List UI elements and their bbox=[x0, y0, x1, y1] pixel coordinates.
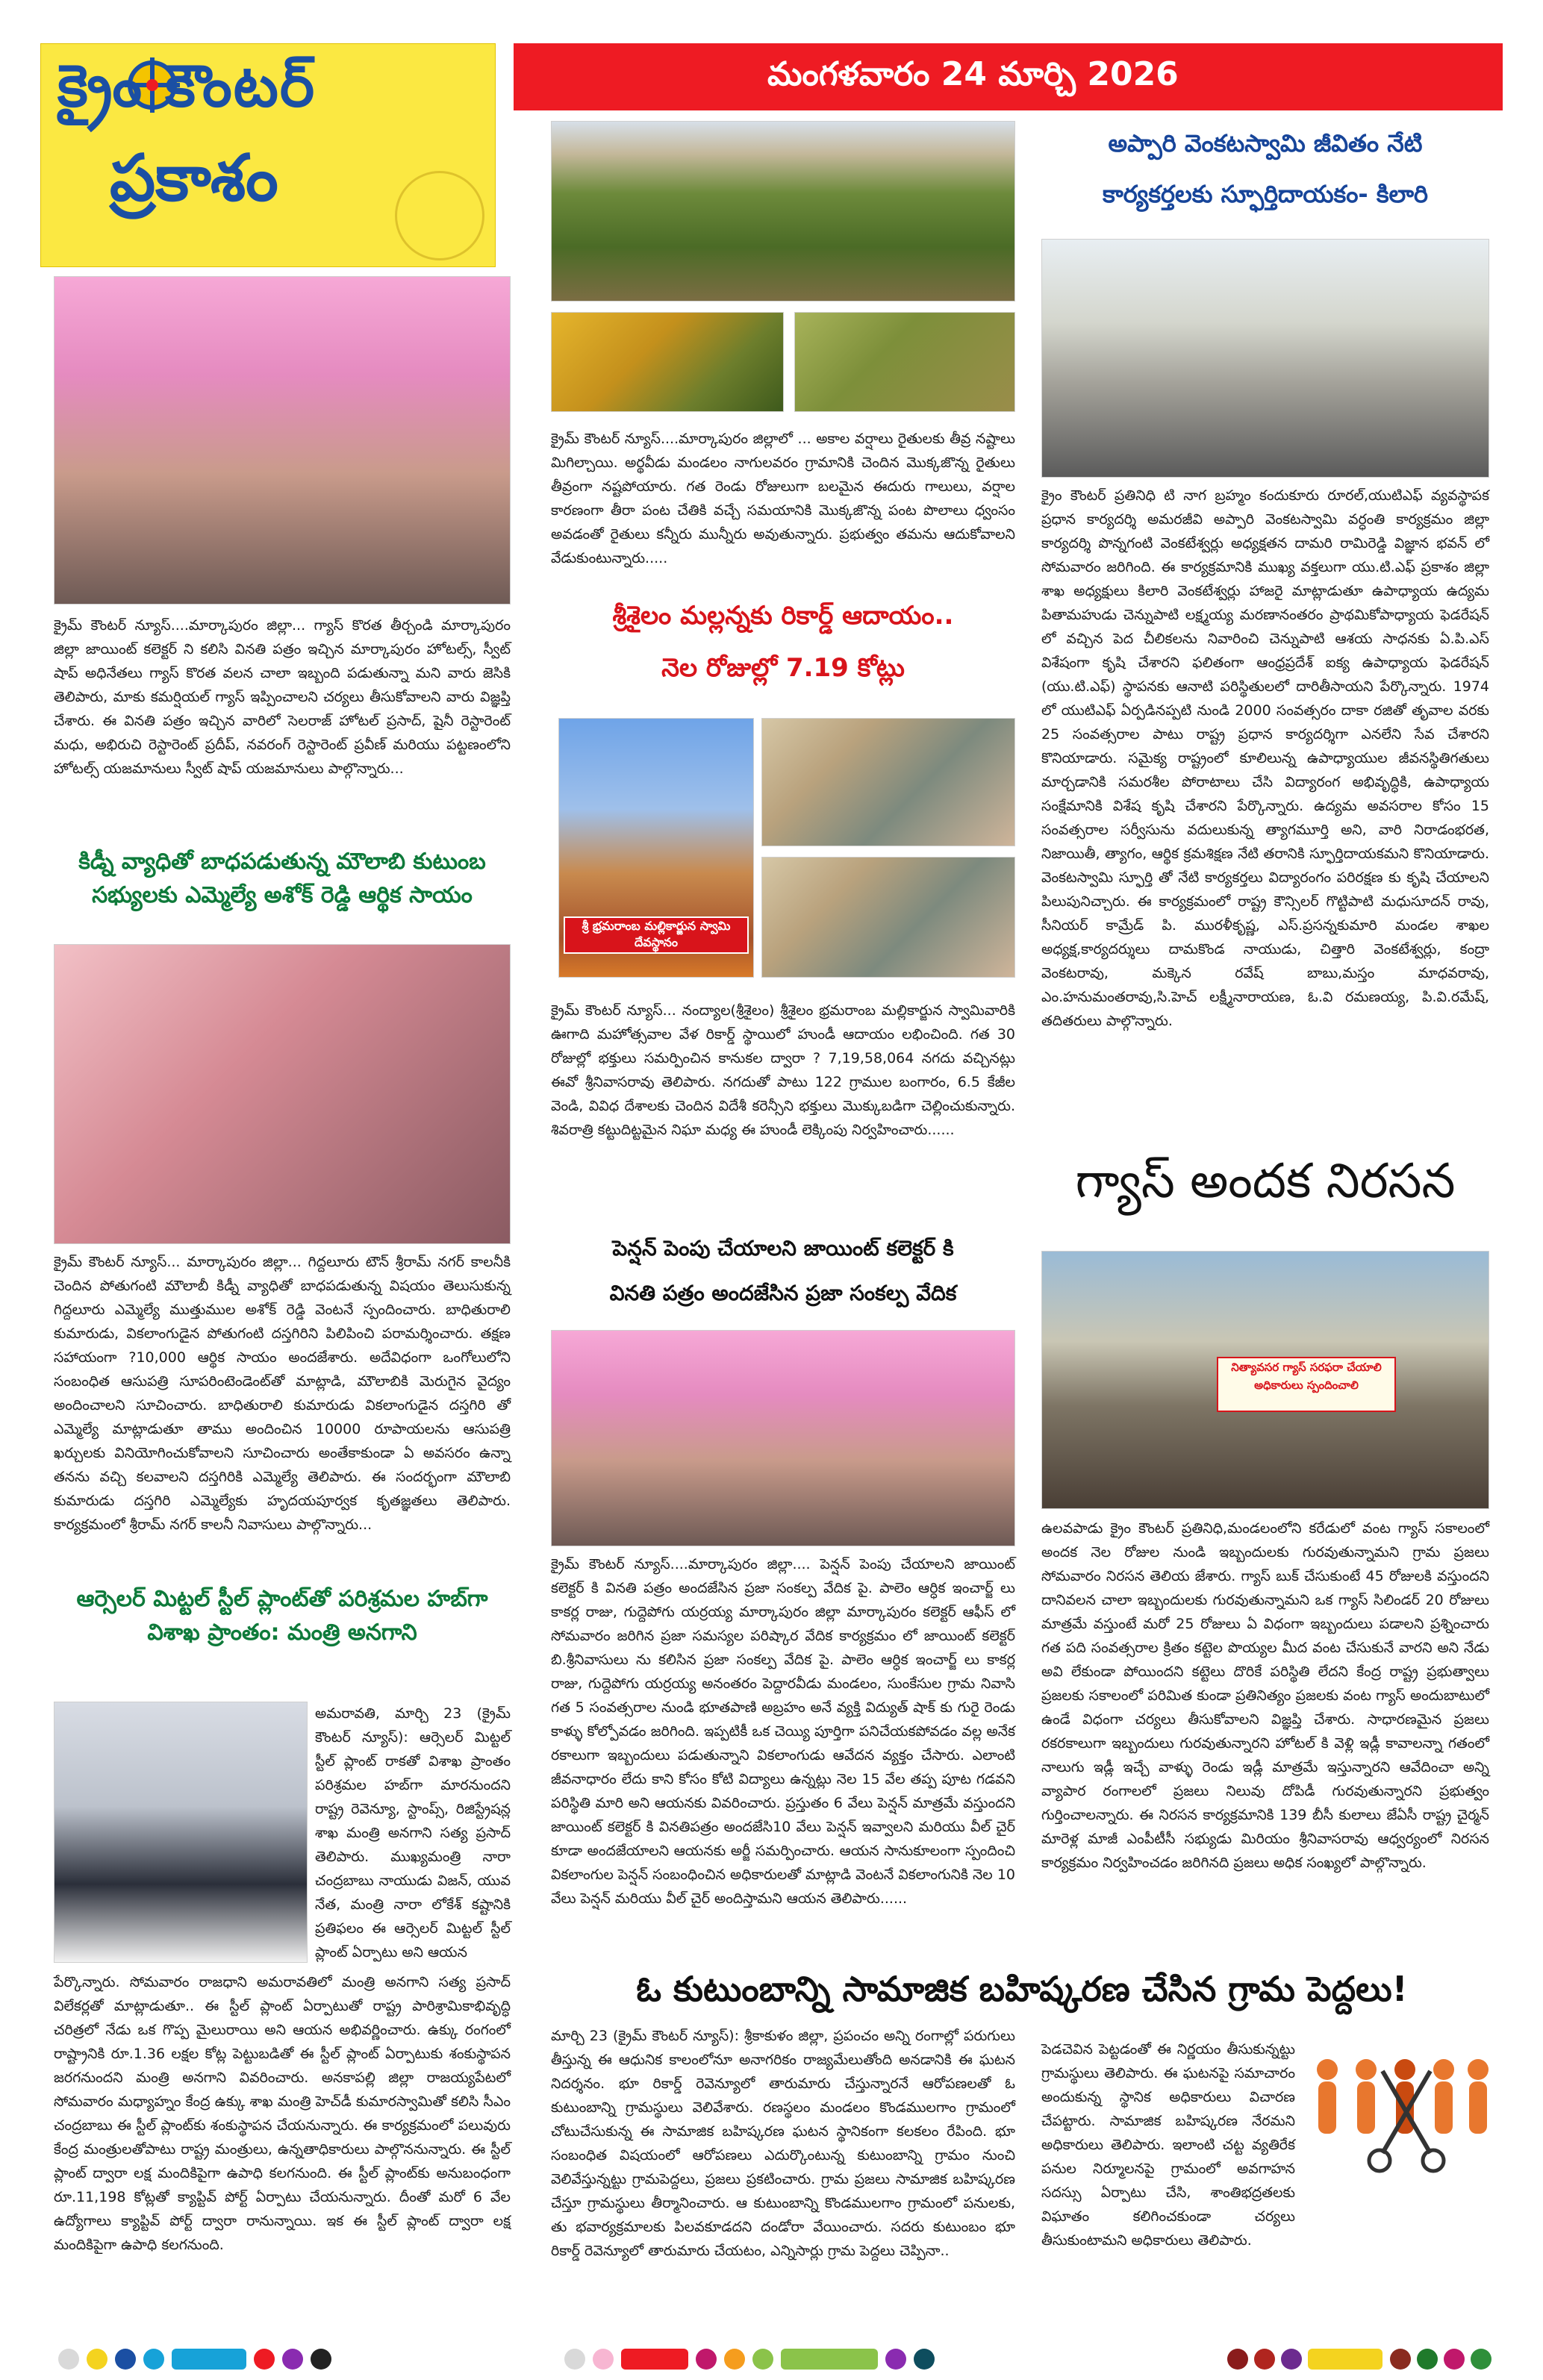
story-crop-loss-text: క్రైమ్ కౌంటర్ న్యూస్....మార్కాపురం జిల్లాలో ... అకాల వర్షాలు రైతులకు తీవ్ర నష్టాలు మిగిల్చాయి. అర్థవీడు మండలం నాగులవరం గ్రామానికి చెందిన మొక్కజొన్న రైతులు తీవ్రంగా నష్టపోయారు. గత రెండు రోజులుగా బలమైన ఈదురు గాలులు, వర్షాల కారణంగా తీరా పంట చేతికి వచ్చే సమయానికి మొక్కజొన్న పంట పొలాలు ధ్వంసం అవడంతో రైతులు కన్నీరు మున్నీరు అవుతున్నారు. ప్రభుత్వం తమను ఆదుకోవాలని వేడుకుంటున్నారు..... bbox=[551, 431, 1015, 566]
story-steel-plant-side: అమరావతి, మార్చి 23 (క్రైమ్ కౌంటర్ న్యూస్): ఆర్సెలర్ మిట్టల్ స్టీల్ ప్లాంట్ రాకతో విశాఖ ప్రాంతం పరిశ్రమల హబ్‌గా మారనుందని రాష్ట్ర రెవెన్యూ, స్టాంప్స్, రిజిస్ట్రేషన్ల శాఖ మంత్రి అనగాని సత్య ప్రసాద్ తెలిపారు. ముఖ్యమంత్రి నారా చంద్రబాబు నాయుడు విజన్, యువ నేత, మంత్రి నారా లోకేశ్ కష్టానికి ప్రతిఫలం ఈ ఆర్సెలర్ మిట్టల్ స్టీల్ ప్లాంట్ ఏర్పాటు అని ఆయన bbox=[315, 1705, 511, 1961]
photo-maize-field bbox=[551, 121, 1015, 302]
masthead-logo bbox=[40, 43, 496, 267]
photo-mla-aid bbox=[54, 944, 511, 1244]
headline-venkataswamy-l1: అప్పారి వెంకటస్వామి జీవితం నేటి bbox=[1108, 129, 1423, 157]
story-steel-plant-text: పేర్కొన్నారు. సోమవారం రాజధాని అమరావతిలో మంత్రి అనగాని సత్య ప్రసాద్ విలేకర్లతో మాట్లాడుతూ.. ఈ స్టీల్ ప్లాంట్ ఏర్పాటుతో రాష్ట్ర పారిశ్రామికాభివృద్ధి చరిత్రలో నేడు ఒక గొప్ప మైలురాయి అని ఆయన అభివర్ణించారు. ఉక్కు రంగంలో రాష్ట్రానికి రూ.1.36 లక్షల కోట్ల పెట్టుబడితో ఈ స్టీల్ ప్లాంట్ ఏర్పాటుకు శంకుస్థాపన జరగనుందని మంత్రి అనగాని వివరించారు. అనకాపల్లి జిల్లా రాజయ్యపేటలో సోమవారం మధ్యాహ్నం కేంద్ర ఉక్కు శాఖ మంత్రి హెచ్‌డీ కుమారస్వామితో కలిసి సీఎం చంద్రబాబు ఈ స్టీల్ ప్లాంట్‌కు శంకుస్థాపన చేయనున్నారు. ఈ కార్యక్రమంలో పలువురు కేంద్ర మంత్రులతోపాటు రాష్ట్ర మంత్రులు, ఉన్నతాధికారులు పాల్గొననున్నారు. ఈ స్టీల్ ప్లాంట్ ద్వారా లక్ష మందికిపైగా ఉపాధి కలగనుంది. ఈ స్టీల్ ప్లాంట్‌కు అనుబంధంగా రూ.11,198 కోట్లతో క్యాప్టివ్ పోర్ట్ ఏర్పాటు చేయనున్నారు. దీంతో మరో 6 వేల ఉద్యోగాలు క్యాప్టివ్ పోర్ట్ ద్వారా రానున్నాయి. ఇక ఈ స్టీల్ ప్లాంట్ ద్వారా లక్ష మందికిపైగా ఉపాధి కలగనుంది. bbox=[54, 1974, 511, 2253]
headline-kidney-aid: కిడ్నీ వ్యాధితో బాధపడుతున్న మౌలాబి కుటుంబ సభ్యులకు ఎమ్మెల్యే అశోక్ రెడ్డి ఆర్థిక సాయం bbox=[78, 849, 486, 908]
story-gas-shortage-text: క్రైమ్ కౌంటర్ న్యూస్....మార్కాపురం జిల్లా... గ్యాస్ కొరత తీర్చండి మార్కాపురం జిల్లా జాయింట్ కలెక్టర్ ని కలిసి వినతి పత్రం ఇచ్చిన మార్కాపురం హోటల్స్, స్వీట్ షాప్ అధినేతలు గ్యాస్ కొరత వలన చాలా ఇబ్బంది పడుతున్నా మని వారు జెసికి తెలిపారు, మాకు కమర్షియల్ గ్యాస్ ఇప్పించాలని చర్యలు తీసుకోవాలని వారు విజ్ఞప్తి చేశారు. ఈ వినతి పత్రం ఇచ్చిన వారిలో సెలరాజ్ హోటల్ ప్రసాద్, షైనీ రెస్టారెంట్ మధు, అభిరుచి రెస్టారెంట్ ప్రదీప్, నవరంగ్ రెస్టారెంట్ ప్రవీణ్ మరియు పట్టణంలోని హోటల్స్ యజమానులు స్వీట్ షాప్ యజమానులు పాల్గొన్నారు... bbox=[54, 617, 511, 777]
date-bar bbox=[514, 43, 1503, 110]
photo-hundi-counting-2 bbox=[761, 857, 1015, 978]
photo-hotel-owners-petition bbox=[54, 276, 511, 605]
issue-date: మంగళవారం 24 మార్చి 2026 bbox=[767, 55, 1179, 93]
photo-minister-portrait bbox=[54, 1702, 308, 1963]
story-social-boycott-text: మార్చి 23 (క్రైమ్ కౌంటర్ న్యూస్): శ్రీకాకుళం జిల్లా, ప్రపంచం అన్ని రంగాల్లో పరుగులు తీస్తున్న ఈ ఆధునిక కాలంలోనూ అనాగరికం రాజ్యమేలుతోంది అనడానికి ఈ ఘటన నిదర్శనం. భూ రికార్డ్ రెవెన్యూలో తారుమారు చేస్తున్నారనే ఆరోపణలతో ఓ కుటుంబాన్ని గ్రామస్థులు వెలివేశారు. రణస్థలం మండలం కొండములగాం గ్రామంలో చోటుచేసుకున్న ఈ సామాజిక బహిష్కరణ ఘటన స్థానికంగా కలకలం రేపింది. భూ సంబంధిత విషయంలో ఆరోపణలు ఎదుర్కొంటున్న కుటుంబాన్ని గ్రామం నుంచి వెలివేస్తున్నట్టు గ్రామపెద్దలు, ప్రజలు ప్రకటించారు. గ్రామ ప్రజలు సామాజిక బహిష్కరణ చేస్తూ గ్రామస్థులు తీర్మానించారు. ఆ కుటుంబాన్ని కొండములగాం గ్రామంలో పనులకు, తు భవార్యక్రమాలకు పిలవకూడదని దండోరా వేయించారు. సదరు కుటుంబం భూ రికార్డ్ రెవెన్యూలో తారుమారు చేయటం, ఎన్నిసార్లు గ్రామ పెద్దలు చెప్పినా.. bbox=[551, 2028, 1015, 2259]
boycott-illustration-icon bbox=[1305, 2041, 1493, 2190]
headline-pension-l1: పెన్షన్ పెంపు చేయాలని జాయింట్ కలెక్టర్ కి bbox=[612, 1236, 954, 1261]
footer-color-strip-center bbox=[564, 2349, 960, 2371]
headline-social-boycott: ఓ కుటుంబాన్ని సామాజిక బహిష్కరణ చేసిన గ్రామ పెద్దలు! bbox=[636, 1969, 1408, 2009]
protest-banner bbox=[1217, 1357, 1396, 1412]
headline-venkataswamy-l2: కార్యకర్తలకు స్ఫూర్తిదాయకం- కిలారి bbox=[1102, 180, 1429, 208]
headline-gas-protest: గ్యాస్ అందక నిరసన bbox=[1075, 1154, 1456, 1209]
headline-steel-plant: ఆర్సెలర్ మిట్టల్ స్టీల్ ప్లాంట్‌తో పరిశ్రమల హబ్‌గా విశాఖ ప్రాంతం: మంత్రి అనగాని bbox=[76, 1586, 488, 1646]
story-social-boycott-cont: పెడచెవిన పెట్టడంతో ఈ నిర్ణయం తీసుకున్నట్టు గ్రామస్థులు తెలిపారు. ఈ ఘటనపై సమాచారం అందుకున్న స్థానిక అధికారులు విచారణ చేపట్టారు. సామాజిక బహిష్కరణ నేరమని అధికారులు తెలిపారు. ఇలాంటి చట్ట వ్యతిరేక పనుల నిర్మూలనపై గ్రామంలో అవగాహన సదస్సు ఏర్పాటు చేసి, శాంతిభద్రతలకు విఘాతం కలిగించకుండా చర్యలు తీసుకుంటామని అధికారులు తెలిపారు. bbox=[1041, 2041, 1295, 2249]
state-seal-watermark bbox=[395, 171, 484, 260]
temple-name-banner: శ్రీ భ్రమరాంబ మల్లికార్జున స్వామి దేవస్థానం bbox=[564, 916, 749, 954]
photo-maize-cobs bbox=[551, 312, 784, 412]
footer-color-strip-left bbox=[58, 2349, 342, 2371]
story-venkataswamy-text: క్రైం కౌంటర్ ప్రతినిధి టి నాగ బ్రహ్మం కందుకూరు రూరల్,యుటిఎఫ్ వ్యవస్థాపక ప్రధాన కార్యదర్శి అమరజీవి అప్పారి వెంకటస్వామి వర్ధంతి కార్యక్రమం జిల్లా కార్యదర్శి పొన్నగంటి వెంకటేశ్వర్లు అధ్యక్షతన దామరి రామిరెడ్డి విజ్ఞాన భవన్ లో సోమవారం జరిగింది. ఈ కార్యక్రమానికి ముఖ్య వక్తలుగా యు.టి.ఎఫ్ ప్రకాశం జిల్లా శాఖ అధ్యక్షులు కిలారి వెంకటేశ్వర్లు హాజరై మాట్లాడుతూ ఉపాధ్యాయ ఉద్యమ పితామహుడు చెన్నుపాటి లక్ష్మయ్య మరణానంతరం ప్రాథమికోపాధ్యాయ ఫెడరేషన్ లో వచ్చిన పెద చీలికలను నివారించి చెన్నుపాటి ఆశయ సాధనకు ఏ.పి.ఎస్ విశేషంగా కృషి చేశారని ఫలితంగా ఆంధ్రప్రదేశ్ ఐక్య ఉపాధ్యాయ ఫెడరేషన్ (యు.టి.ఎఫ్) స్థాపనకు ఆనాటి పరిస్థితులలో దారితీసాయని పేర్కొన్నారు. 1974 లో యుటిఎఫ్ ఏర్పడినప్పటి నుండి 2000 సంవత్సరం దాకా రజితో తృవాల వరకు 25 సంవత్సరాల పాటు రాష్ట్ర ప్రధాన కార్యదర్శిగా ఎనలేని సేవ చేశారని కొనియాడారు. సమైక్య రాష్ట్రంలో కూలిలున్న ఉపాధ్యాయుల జీవనస్థితిగతులు మార్చడానికి సమరశీల పోరాటాలు చేసి విద్యారంగ అభివృద్ధికి, ఉపాధ్యాయ సంక్షేమానికి విశేష కృషి చేశారని పేర్కొన్నారు. ఉద్యమ అవసరాల కోసం 15 సంవత్సరాల సర్వీసును వదులుకున్న త్యాగమూర్తి అని, వారి నిరాడంభరత, నిజాయితీ, త్యాగం, ఆర్థిక క్రమశిక్షణ నేటి తరానికి స్ఫూర్తిదాయకమని కొనియాడారు. వెంకటస్వామి స్ఫూర్తి తో నేటి కార్యకర్తలు విద్యారంగం పరిరక్షణ కు కృషి చేయాలని పిలుపునిచ్చారు. ఈ కార్యక్రమంలో రాష్ట్ర కౌన్సిలర్ గొట్టిపాటి మధుసూదన్ రావు, సీనియర్ కామ్రేడ్ పి. మురళీకృష్ణ, ఎస్.ప్రసన్నకుమారి మండల శాఖల అధ్యక్ష,కార్యదర్శులు దామకొండ నాయుడు, చిత్తారి వెంకటేశ్వర్లు, కంద్రా వెంకటరావు, మక్కెన రవేష్ బాబు,మస్తం మాధవరావు, ఎం.హనుమంతరావు,సి.హెచ్ లక్ష్మీనారాయణ, ఓ.వి రమణయ్య, పి.వి.రమేష్, తదితరులు పాల్గొన్నారు. bbox=[1041, 487, 1489, 1029]
photo-hundi-counting-1 bbox=[761, 718, 1015, 846]
protest-banner-line2: అధికారులు స్పందించాలి bbox=[1254, 1378, 1359, 1392]
story-kidney-aid-text: క్రైమ్ కౌంటర్ న్యూస్... మార్కాపురం జిల్లా... గిద్దలూరు టౌన్ శ్రీరామ్ నగర్ కాలనీకి చెందిన పోతుగంటి మౌలాబీ కిడ్నీ వ్యాధితో బాధపడుతున్న విషయం తెలుసుకున్న గిద్దలూరు ఎమ్మెల్యే ముత్తుముల అశోక్ రెడ్డి వెంటనే స్పందించారు. బాధితురాలి కుమారుడు, వికలాంగుడైన పోతుగంటి దస్తగిరిని పిలిపించి పరామర్శించారు. తక్షణ సహాయంగా ?10,000 ఆర్థిక సాయం అందజేశారు. అదేవిధంగా ఒంగోలులోని సంబంధిత ఆసుపత్రి సూపరింటెండెంట్‌తో మాట్లాడి, మౌలాబికి మెరుగైన వైద్యం అందించాలని సూచించారు. బాధితురాలి కుమారుడు వికలాంగుడైన దస్తగిరి తో ఎమ్మెల్యే మాట్లాడుతూ తాము అందించిన 10000 రూపాయలను ఆసుపత్రి ఖర్చులకు వినియోగించుకోవాలని సూచించారు అంతేకాకుండా ఏ అవసరం ఉన్నా తనను వచ్చి కలవాలని దస్తగిరికి ఎమ్మెల్యే తెలిపారు. ఈ సందర్భంగా మౌలాబి కుమారుడు దస్తగిరి ఎమ్మెల్యేకు హృదయపూర్వక కృతజ్ఞతలు తెలిపారు. కార్యక్రమంలో శ్రీరామ్ నగర్ కాలనీ నివాసులు పాల్గొన్నారు... bbox=[54, 1254, 511, 1533]
protest-banner-line1: నిత్యావసర గ్యాస్ సరఫరా చేయాలి bbox=[1231, 1361, 1382, 1374]
headline-pension-l2: వినతి పత్రం అందజేసిన ప్రజా సంకల్ప వేదిక bbox=[609, 1281, 957, 1305]
logo-title: క్రైం కౌంటర్ bbox=[57, 53, 317, 120]
photo-damaged-crop bbox=[794, 312, 1015, 412]
headline-srisailam-l2: నెల రోజుల్లో 7.19 కోట్లు bbox=[661, 653, 905, 683]
story-pension-text: క్రైమ్ కౌంటర్ న్యూస్....మార్కాపురం జిల్లా.... పెన్షన్ పెంపు చేయాలని జాయింట్ కలెక్టర్ కి వినతి పత్రం అందజేసిన ప్రజా సంకల్ప వేదిక పై. పాలెం ఆర్ధిక ఇంచార్జ్ లు కాకర్ల రాజు, గుద్దెపోగు యర్రయ్య మార్కాపురం జిల్లా మార్కాపురం కలెక్టర్ ఆఫీస్ లో సోమవారం జరిగిన ప్రజా సమస్యల పరిష్కార వేదిక కార్యక్రమం లో జాయింట్ కలెక్టర్ బి.శ్రీనివాసులు ను కలిసిన ప్రజా సంకల్ప వేదిక పై. పాలెం ఆర్ధిక ఇంచార్జ్ లు కాకర్ల రాజు, గుద్దెపోగు యర్రయ్య అనంతరం పెద్దారవీడు మండలం, సుంకేసుల గ్రామ నివాసి గత 5 సంవత్సరాల నుండి భూతపాణి అబ్రహం అనే వ్యక్తి విద్యుత్ షాక్ కు గురై రెండు కాళ్ళు కోల్పోవడం జరిగింది. ఇప్పటికీ ఒక చెయ్యి పూర్తిగా పనిచేయకపోవడం వల్ల అనేక రకాలుగా ఇబ్బందులు పడుతున్నాని వికలాంగుడు ఆవేదన వ్యక్తం చేసారు. ఎలాంటి జీవనాధారం లేదు కాని కోసం కోటి విద్యాలు ఉన్నట్లు నెల 15 వేల తప్ప పూట గడవని పరిస్థితి మారి అని ఆయనకు వివరించారు. ప్రస్తుతం 6 వేలు పెన్షన్ మాత్రమే వస్తుందని జాయింట్ కలెక్టర్ కి వినతిపత్రం అందజేసి10 వేలు పెన్షన్ ఇవ్వాలని మరియు వీల్ చైర్ కూడా అందజేయాలని ఆయనకు అర్జీ సమర్పించారు. ఆయన సానుకూలంగా స్పందించి వికలాంగుల పెన్షన్ సంబంధించిన అధికారులతో మాట్లాడి వెంటనే వికలాంగునికి నెల 10 వేలు పెన్షన్ మరియు వీల్ చైర్ అందిస్తామని ఆయన తెలిపారు...... bbox=[551, 1556, 1015, 1907]
photo-pension-petition bbox=[551, 1330, 1015, 1546]
story-gas-protest-text: ఉలవపాడు క్రైం కౌంటర్ ప్రతినిధి,మండలంలోని కరేడులో వంట గ్యాస్ సకాలంలో అందక నెల రోజుల నుండి ఇబ్బందులకు గురవుతున్నామని గ్రామ ప్రజలు సోమవారం నిరసన తెలియ జేశారు. గ్యాస్ బుక్ చేసుకుంటే 45 రోజులకి వస్తుందని దానివలన చాలా ఇబ్బందులకు గురవుతున్నామని ఒక గ్యాస్ సిలిండర్ 20 రోజులు మాత్రమే వస్తుంటే మరో 25 రోజులు ఏ విధంగా ఇబ్బందులు పడాలని ప్రశ్నించారు గత పది సంవత్సరాల క్రితం కట్టెల పొయ్యల మీద వంట చేసుకునే వారని అని నేడు అవి లేకుండా పోయిందని కట్టెలు దొరికే పరిస్థితి లేదని కేంద్ర రాష్ట్ర ప్రభుత్వాలు ప్రజలకు సకాలంలో పరిమిత కుండా ప్రతినిత్యం ప్రజలకు వంట గ్యాస్ అందుబాటులో ఉండే విధంగా చర్యలు తీసుకోవాలని విజ్ఞప్తి చేశారు. సాధారణమైన ప్రజలు రకరకాలుగా ఇబ్బందులు గురవుతున్నారని హోటల్ కి వెళ్లి ఇడ్లీ కావాలన్నా గతంలో నాలుగు ఇడ్లీ ఇచ్చే వాళ్ళు రెండు ఇడ్లీ మాత్రమే ఇస్తున్నారని ఆవేదించా అన్ని వ్యాపార రంగాలలో ప్రజలు నిలువు దోపిడీ గురవుతున్నారని ప్రభుత్వం గుర్తించాలన్నారు. ఈ నిరసన కార్యక్రమానికి 139 బీసీ కులాలు జేఏసీ రాష్ట్ర చైర్మన్ మారెళ్ల మాజీ ఎంపీటీసీ సభ్యుడు మిరియం శ్రీనివాసరావు ఆధ్వర్యంలో నిరసన కార్యక్రమం నిర్వహించడం జరిగినది ప్రజలు అధిక సంఖ్యలో పాల్గొన్నారు. bbox=[1041, 1520, 1489, 1871]
logo-subtitle: ప్రకాశం bbox=[110, 141, 278, 216]
footer-color-strip-right bbox=[1227, 2349, 1496, 2371]
story-srisailam-text: క్రైమ్ కౌంటర్ న్యూస్... నంద్యాల(శ్రీశైలం) శ్రీశైలం భ్రమరాంబ మల్లికార్జున స్వామివారికి ఊగాది మహోత్సవాల వేళ రికార్డ్ స్థాయిలో హుండీ ఆదాయం లభించింది. గత 30 రోజుల్లో భక్తులు సమర్పించిన కానుకల ద్వారా ? 7,19,58,064 నగదు వచ్చినట్లు ఈవో శ్రీనివాసరావు తెలిపారు. నగదుతో పాటు 122 గ్రాముల బంగారం, 6.5 కేజీల వెండి, వివిధ దేశాలకు చెందిన విదేశీ కరెన్సీని భక్తులు మొక్కుబడిగా చెల్లించుకున్నారు. శివరాత్రి కట్టుదిట్టమైన నిఘా మధ్య ఈ హుండీ లెక్కింపు నిర్వహించారు...... bbox=[551, 1002, 1015, 1138]
headline-srisailam-l1: శ్రీశైలం మల్లన్నకు రికార్డ్ ఆదాయం.. bbox=[612, 601, 954, 631]
photo-utf-memorial-meeting bbox=[1041, 239, 1489, 478]
